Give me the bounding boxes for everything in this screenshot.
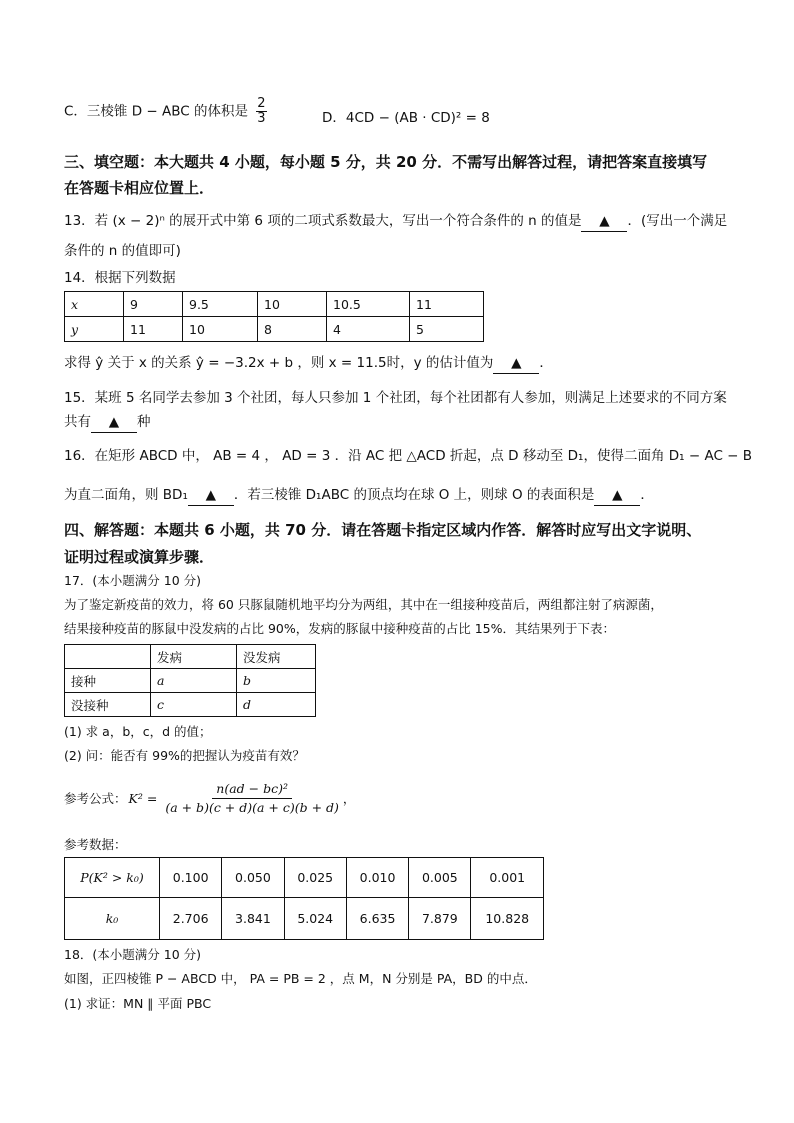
question-13 xyxy=(64,211,727,232)
option-c-fraction xyxy=(256,97,266,126)
table-cell: 0.100 xyxy=(160,858,222,898)
table-cell: 10 xyxy=(258,292,327,317)
table-cell: 7.879 xyxy=(409,898,471,940)
section-3-heading-line2: 在答题卡相应位置上． xyxy=(64,179,215,197)
table-row xyxy=(65,898,544,940)
q16-line1: 16．在矩形 ABCD 中， AB = 4 ， AD = 3 ．沿 AC 把 △ACD 折起，点 D 移动至 D₁，使得二面角 D₁ − AC − B xyxy=(64,448,753,464)
table-cell: 10.5 xyxy=(327,292,410,317)
table-cell: 10 xyxy=(183,317,258,342)
q18-line1: 如图，正四棱锥 P − ABCD 中， PA = PB = 2 ，点 M，N 分别是 PA，BD 的中点． xyxy=(64,971,537,986)
table-cell: 11 xyxy=(124,317,183,342)
answer-blank: ▲ xyxy=(594,485,640,506)
formula-label: 参考公式： xyxy=(64,790,127,806)
table-cell: 10.828 xyxy=(471,898,544,940)
answer-blank: ▲ xyxy=(188,485,234,506)
q17-formula xyxy=(64,780,355,817)
table-cell: 2.706 xyxy=(160,898,222,940)
table-row xyxy=(65,292,484,317)
q17-line1: 为了鉴定新疫苗的效力，将 60 只豚鼠随机地平均分为两组，其中在一组接种疫苗后，两组都注射了病源菌， xyxy=(64,597,663,612)
table-cell: 5 xyxy=(410,317,484,342)
fraction-numerator: 2 xyxy=(257,96,266,111)
table-cell: x xyxy=(65,292,124,317)
q16-end: ． xyxy=(640,487,654,503)
q16-pre: 为直二面角，则 BD₁ xyxy=(64,487,188,503)
section-3-heading-line1: 三、填空题：本大题共 4 小题，每小题 5 分，共 20 分．不需写出解答过程，请把答案直接填写 xyxy=(64,153,708,171)
q17-line2: 结果接种疫苗的豚鼠中没发病的占比 90%，发病的豚鼠中接种疫苗的占比 15%．其结果列于下表： xyxy=(64,621,616,636)
q17-contingency-table xyxy=(64,644,316,717)
table-cell: 没发病 xyxy=(237,645,316,669)
answer-blank: ▲ xyxy=(493,353,539,374)
table-cell: 0.005 xyxy=(409,858,471,898)
table-cell: 4 xyxy=(327,317,410,342)
q13-after: ．(写出一个满足 xyxy=(627,213,728,229)
table-cell: 0.001 xyxy=(471,858,544,898)
table-cell: c xyxy=(151,693,237,717)
formula-numerator: n(ad − bc)² xyxy=(212,780,292,799)
table-row xyxy=(65,858,544,898)
fraction-denominator: 3 xyxy=(257,111,266,126)
q18-sub1: (1) 求证：MN ∥ 平面 PBC xyxy=(64,996,212,1011)
table-cell: 发病 xyxy=(151,645,237,669)
table-row xyxy=(65,693,316,717)
table-cell: 接种 xyxy=(65,669,151,693)
q14-question xyxy=(64,353,553,374)
q15-line2 xyxy=(64,412,151,433)
option-c xyxy=(64,97,267,126)
q13-text: 13．若 (x − 2)ⁿ 的展开式中第 6 项的二项式系数最大，写出一个符合条件的 n 的值是 xyxy=(64,213,582,229)
table-cell: 0.010 xyxy=(346,858,408,898)
q17-reference-table xyxy=(64,857,544,940)
q14-ask: 求得 ŷ 关于 x 的关系 ŷ = −3.2x + b ，则 x = 11.5时，y 的估计值为 xyxy=(64,355,494,371)
q17-data-label: 参考数据： xyxy=(64,837,127,852)
table-cell: 0.050 xyxy=(222,858,284,898)
table-cell: d xyxy=(237,693,316,717)
table-cell: 9.5 xyxy=(183,292,258,317)
table-cell: 11 xyxy=(410,292,484,317)
q14-intro: 14．根据下列数据 xyxy=(64,270,176,286)
q16-line2 xyxy=(64,485,654,506)
formula-denominator: (a + b)(c + d)(a + c)(b + d) xyxy=(165,800,339,815)
option-c-text: C．三棱锥 D − ABC 的体积是 xyxy=(64,103,248,120)
table-cell: P(K² > k₀) xyxy=(65,858,160,898)
table-cell: 5.024 xyxy=(284,898,346,940)
table-cell: k₀ xyxy=(65,898,160,940)
q15-pre: 共有 xyxy=(64,414,91,430)
table-cell: 3.841 xyxy=(222,898,284,940)
table-cell: a xyxy=(151,669,237,693)
q17-sub2: (2) 问：能否有 99%的把握认为疫苗有效？ xyxy=(64,748,305,763)
table-cell xyxy=(65,645,151,669)
q18-header: 18．(本小题满分 10 分) xyxy=(64,947,202,962)
q13-line2: 条件的 n 的值即可) xyxy=(64,243,181,259)
q16-mid: ．若三棱锥 D₁ABC 的顶点均在球 O 上，则球 O 的表面积是 xyxy=(233,487,595,503)
table-cell: 9 xyxy=(124,292,183,317)
option-d: D．4CD − (AB · CD)² = 8 xyxy=(322,110,490,126)
q14-data-table xyxy=(64,291,484,342)
q17-header: 17．(本小题满分 10 分) xyxy=(64,573,202,588)
table-row xyxy=(65,669,316,693)
table-cell: b xyxy=(237,669,316,693)
table-cell: 8 xyxy=(258,317,327,342)
q14-end: ． xyxy=(539,355,553,371)
section-4-heading-line1: 四、解答题：本题共 6 小题，共 70 分．请在答题卡指定区域内作答．解答时应写出文字说明、 xyxy=(64,521,702,539)
table-cell: 0.025 xyxy=(284,858,346,898)
q17-sub1: (1) 求 a，b，c，d 的值； xyxy=(64,724,212,739)
table-row xyxy=(65,645,316,669)
formula-end: ， xyxy=(342,790,356,806)
section-4-heading-line2: 证明过程或演算步骤． xyxy=(64,548,215,566)
table-cell: 6.635 xyxy=(346,898,408,940)
answer-blank: ▲ xyxy=(581,211,627,232)
answer-blank: ▲ xyxy=(91,412,137,433)
formula-lhs: K² = xyxy=(128,790,158,806)
table-cell: y xyxy=(65,317,124,342)
formula-fraction xyxy=(161,780,343,817)
q15-line1: 15．某班 5 名同学去参加 3 个社团，每人只参加 1 个社团，每个社团都有人参加，则满足上述要求的不同方案 xyxy=(64,390,727,406)
table-cell: 没接种 xyxy=(65,693,151,717)
table-row xyxy=(65,317,484,342)
q15-post: 种 xyxy=(137,414,151,430)
